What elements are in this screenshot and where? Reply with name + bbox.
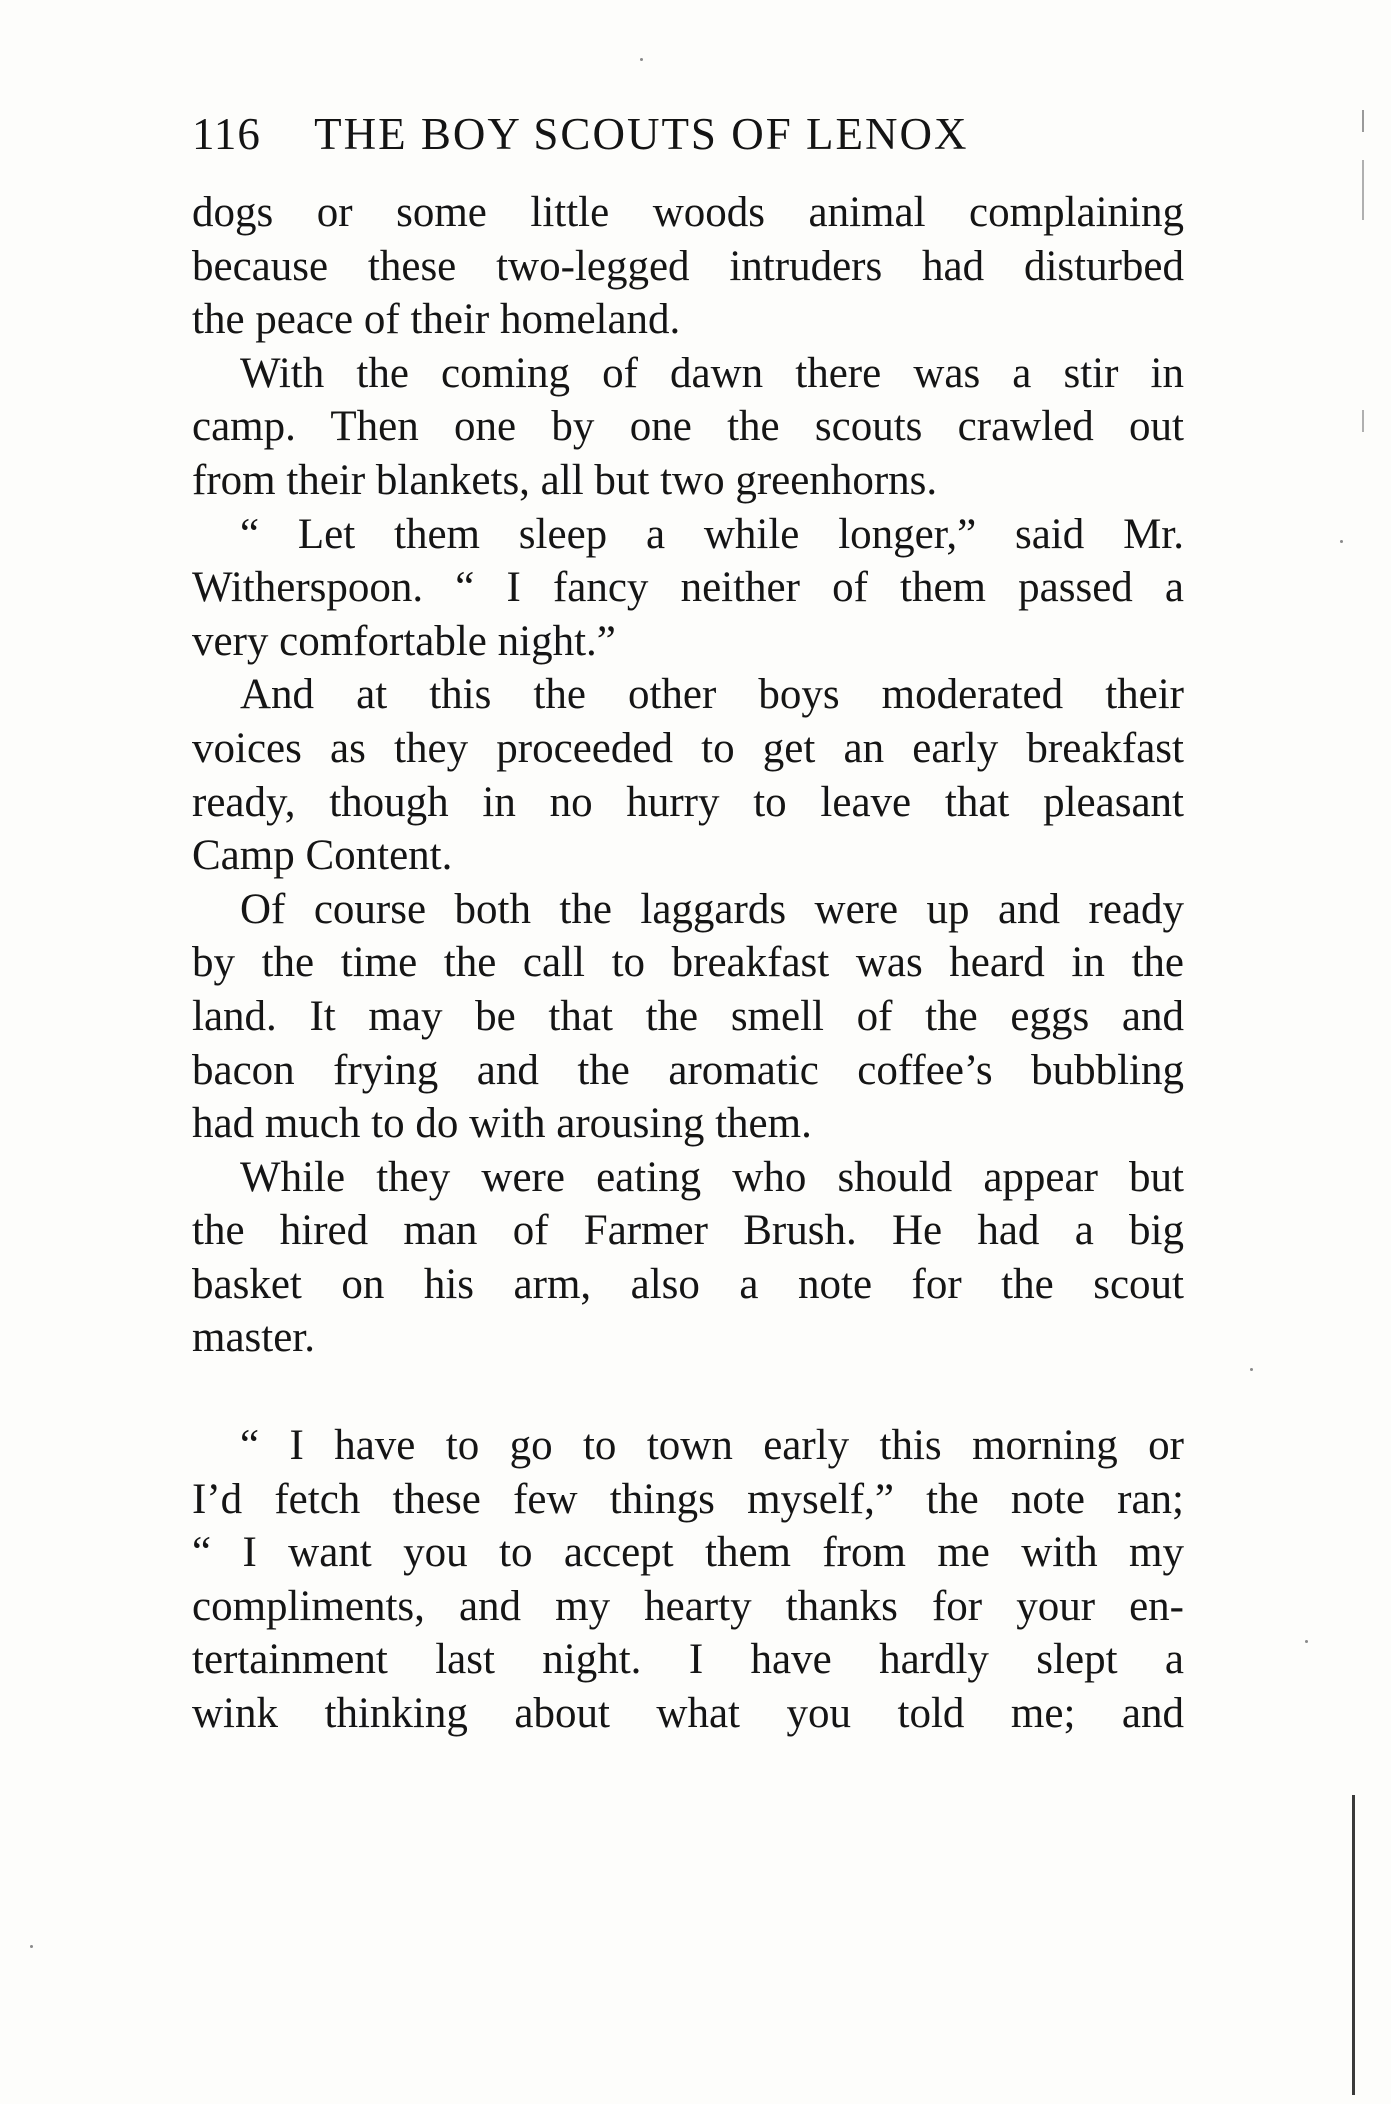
- text-line: the hired man of Farmer Brush. He had a big: [192, 1207, 1184, 1255]
- paragraph: [192, 186, 1184, 347]
- text-line: from their blankets, all but two greenhorns.: [192, 456, 938, 504]
- text-line: Camp Content.: [192, 832, 453, 880]
- text-line: basket on his arm, also a note for the scout: [192, 1260, 1184, 1308]
- text-line: voices as they proceeded to get an early breakfast: [192, 724, 1184, 772]
- text-line: Witherspoon. “ I fancy neither of them passed a: [192, 564, 1184, 612]
- text-line: I’d fetch these few things myself,” the note ran;: [192, 1475, 1184, 1523]
- text-line: compliments, and my hearty thanks for your en-: [192, 1582, 1184, 1630]
- scan-edge-line: [1352, 1795, 1355, 2095]
- running-title: THE BOY SCOUTS OF LENOX: [314, 109, 969, 159]
- text-line: camp. Then one by one the scouts crawled out: [192, 403, 1184, 451]
- scan-speck: [30, 1945, 33, 1948]
- scan-edge-tick: [1362, 160, 1364, 220]
- text-line: dogs or some little woods animal complaining: [192, 189, 1184, 236]
- scan-speck: [1340, 540, 1343, 543]
- text-line: “ Let them sleep a while longer,” said Mr.: [240, 510, 1184, 558]
- paragraph: [192, 668, 1184, 882]
- text-line: very comfortable night.”: [192, 617, 616, 665]
- section-gap: [192, 1365, 1184, 1419]
- text-line: And at this the other boys moderated their: [240, 671, 1184, 719]
- text-line: master.: [192, 1314, 315, 1362]
- paragraph: [192, 347, 1184, 508]
- text-line: “ I want you to accept them from me with my: [192, 1529, 1184, 1577]
- page-header: [192, 108, 1192, 168]
- text-line: “ I have to go to town early this morning or: [240, 1422, 1184, 1470]
- paragraph: [192, 883, 1184, 1151]
- text-line: ready, though in no hurry to leave that pleasant: [192, 778, 1184, 826]
- text-line: had much to do with arousing them.: [192, 1100, 812, 1148]
- text-line: wink thinking about what you told me; and: [192, 1690, 1184, 1738]
- scan-speck: [1250, 1368, 1253, 1371]
- text-line: With the coming of dawn there was a stir in: [240, 349, 1184, 397]
- text-line: the peace of their homeland.: [192, 296, 681, 344]
- scan-speck: [640, 58, 643, 61]
- text-line: by the time the call to breakfast was heard in the: [192, 939, 1184, 987]
- letter-quote: [192, 1419, 1184, 1741]
- scan-edge-tick: [1362, 110, 1364, 132]
- body-text: [192, 186, 1184, 1741]
- text-line: land. It may be that the smell of the eggs and: [192, 992, 1184, 1040]
- paragraph: [192, 1151, 1184, 1365]
- text-line: bacon frying and the aromatic coffee’s bubbling: [192, 1046, 1184, 1094]
- scan-edge-tick: [1362, 410, 1364, 432]
- text-line: Of course both the laggards were up and ready: [240, 885, 1184, 933]
- page-number: 116: [192, 109, 261, 159]
- text-line: tertainment last night. I have hardly slept a: [192, 1636, 1184, 1684]
- paragraph: [192, 508, 1184, 669]
- text-line: While they were eating who should appear but: [240, 1153, 1184, 1201]
- scan-speck: [1305, 1640, 1308, 1643]
- text-line: because these two-legged intruders had disturbed: [192, 242, 1184, 290]
